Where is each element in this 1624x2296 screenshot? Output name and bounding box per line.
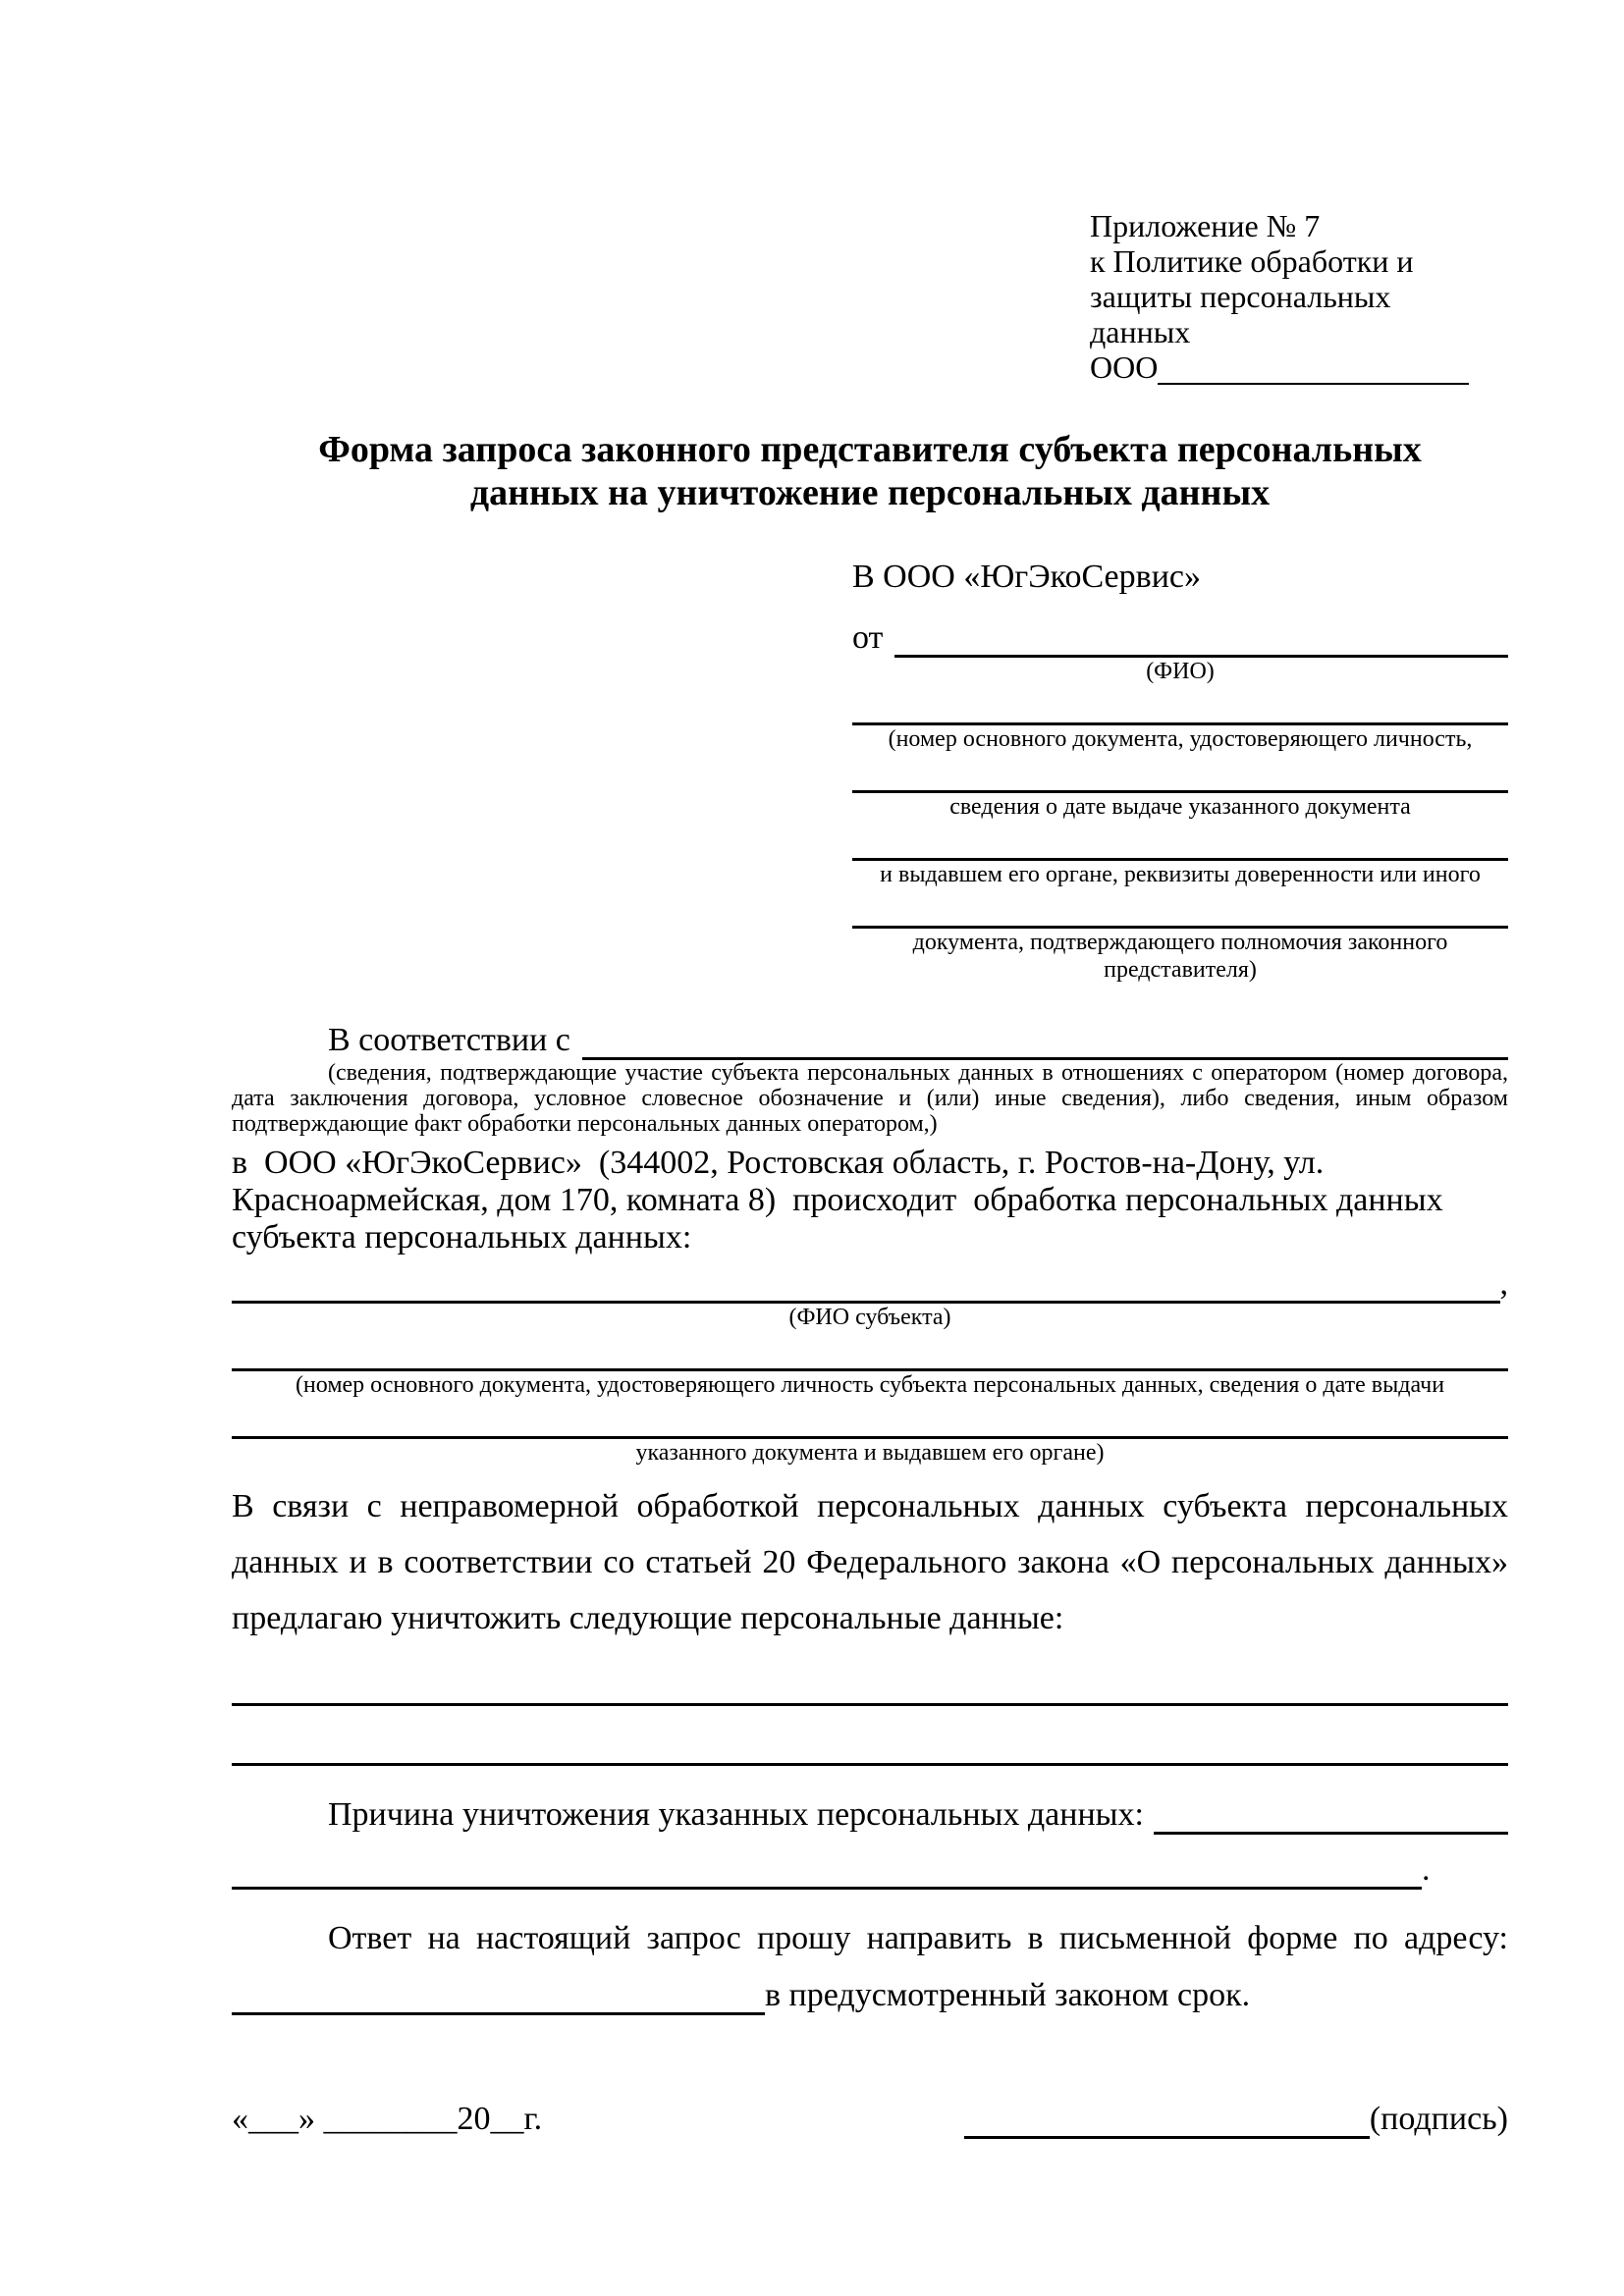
footer-row (232, 2100, 1508, 2139)
form-title-line-1: Форма запроса законного представителя субъекта персональных (318, 429, 1422, 470)
reason-continuation-row (232, 1850, 1508, 1890)
accordance-row (232, 1021, 1508, 1060)
reason-label: Причина уничтожения указанных персональных данных: (328, 1796, 1144, 1833)
data-to-destroy-blank-line-1 (232, 1646, 1508, 1706)
issue-date-blank-line (852, 753, 1508, 793)
reason-blank-line (1154, 1832, 1508, 1835)
annex-line-2: к Политике обработки и (1090, 243, 1414, 279)
form-title-line-2: данных на уничтожение персональных данных (469, 472, 1271, 513)
caption-subject-fio: (ФИО субъекта) (788, 1305, 951, 1330)
accordance-footnote: (сведения, подтверждающие участие субъекта персональных данных в отношениях с оператором (номер договора, дата заключения договора, условное словесное обозначение и (или) иные сведения), либо сведения, иным образом подтверждающие факт обработки персональных данных оператором,) (232, 1060, 1508, 1137)
caption-authority-document: документа, подтверждающего полномочия законного представителя) (912, 930, 1448, 983)
caption-subject-authority: указанного документа и выдавшем его органе) (635, 1440, 1105, 1466)
caption-document-number: (номер основного документа, удостоверяющего личность, (888, 726, 1473, 752)
caption-issue-date: сведения о дате выдаче указанного документа (949, 794, 1411, 820)
company-prefix: ООО (1090, 349, 1159, 385)
from-row (852, 618, 1508, 658)
annex-line-3: защиты персональных данных (1090, 279, 1391, 349)
unlawful-processing-paragraph: В связи с неправомерной обработкой персональных данных субъекта персональных данных и в соответствии со статьей 20 Федерального закона «О персональных данных» предлагаю уничтожить следующие персональные данные: (232, 1488, 1508, 1636)
caption-subject-document: (номер основного документа, удостоверяющего личность субъекта персональных данных, сведения о дате выдачи (295, 1372, 1445, 1398)
reply-tail: в предусмотренный законом срок. (765, 1977, 1251, 2013)
document-content (0, 208, 1624, 2139)
subject-fio-comma: , (1499, 1265, 1508, 1302)
reason-continuation-blank-line (232, 1887, 1422, 1890)
signature-group (964, 2100, 1508, 2139)
from-label: от (852, 619, 884, 656)
reply-address-blank-line (232, 2012, 765, 2015)
annex-block (1090, 208, 1469, 385)
date-line: «___» ________20__г. (232, 2101, 543, 2137)
issuing-authority-blank-line (852, 821, 1508, 861)
subject-fio-row (232, 1264, 1508, 1304)
data-to-destroy-blank-line-2 (232, 1706, 1508, 1766)
authority-document-blank-line (852, 888, 1508, 929)
accordance-label: В соответствии с (328, 1022, 570, 1058)
company-name-row (1090, 349, 1469, 385)
caption-fio: (ФИО) (1146, 659, 1215, 684)
document-number-blank-line (852, 685, 1508, 725)
signature-blank-line (964, 2136, 1370, 2139)
reply-paragraph: Ответ на настоящий запрос прошу направить в письменной форме по адресу: (328, 1920, 1508, 1956)
company-name-blank-line (1158, 383, 1469, 385)
signature-label: (подпись) (1369, 2101, 1508, 2137)
annex-line-1: Приложение № 7 (1090, 208, 1321, 243)
reason-row (232, 1795, 1508, 1835)
form-title (232, 428, 1508, 514)
caption-issuing-authority: и выдавшем его органе, реквизиты доверенности или иного (880, 862, 1481, 887)
addressee-to: В ООО «ЮгЭкоСервис» (852, 559, 1201, 595)
reply-address-row (232, 1976, 1508, 2015)
operator-paragraph: в ООО «ЮгЭкоСервис» (344002, Ростовская область, г. Ростов-на-Дону, ул. Красноармейская, дом 170, комната 8) происходит обработка персональных данных субъекта персональных данных: (232, 1145, 1452, 1255)
subject-document-blank-line (232, 1331, 1508, 1371)
reason-period: . (1422, 1851, 1431, 1888)
subject-authority-blank-line (232, 1399, 1508, 1439)
addressee-block (852, 558, 1508, 984)
